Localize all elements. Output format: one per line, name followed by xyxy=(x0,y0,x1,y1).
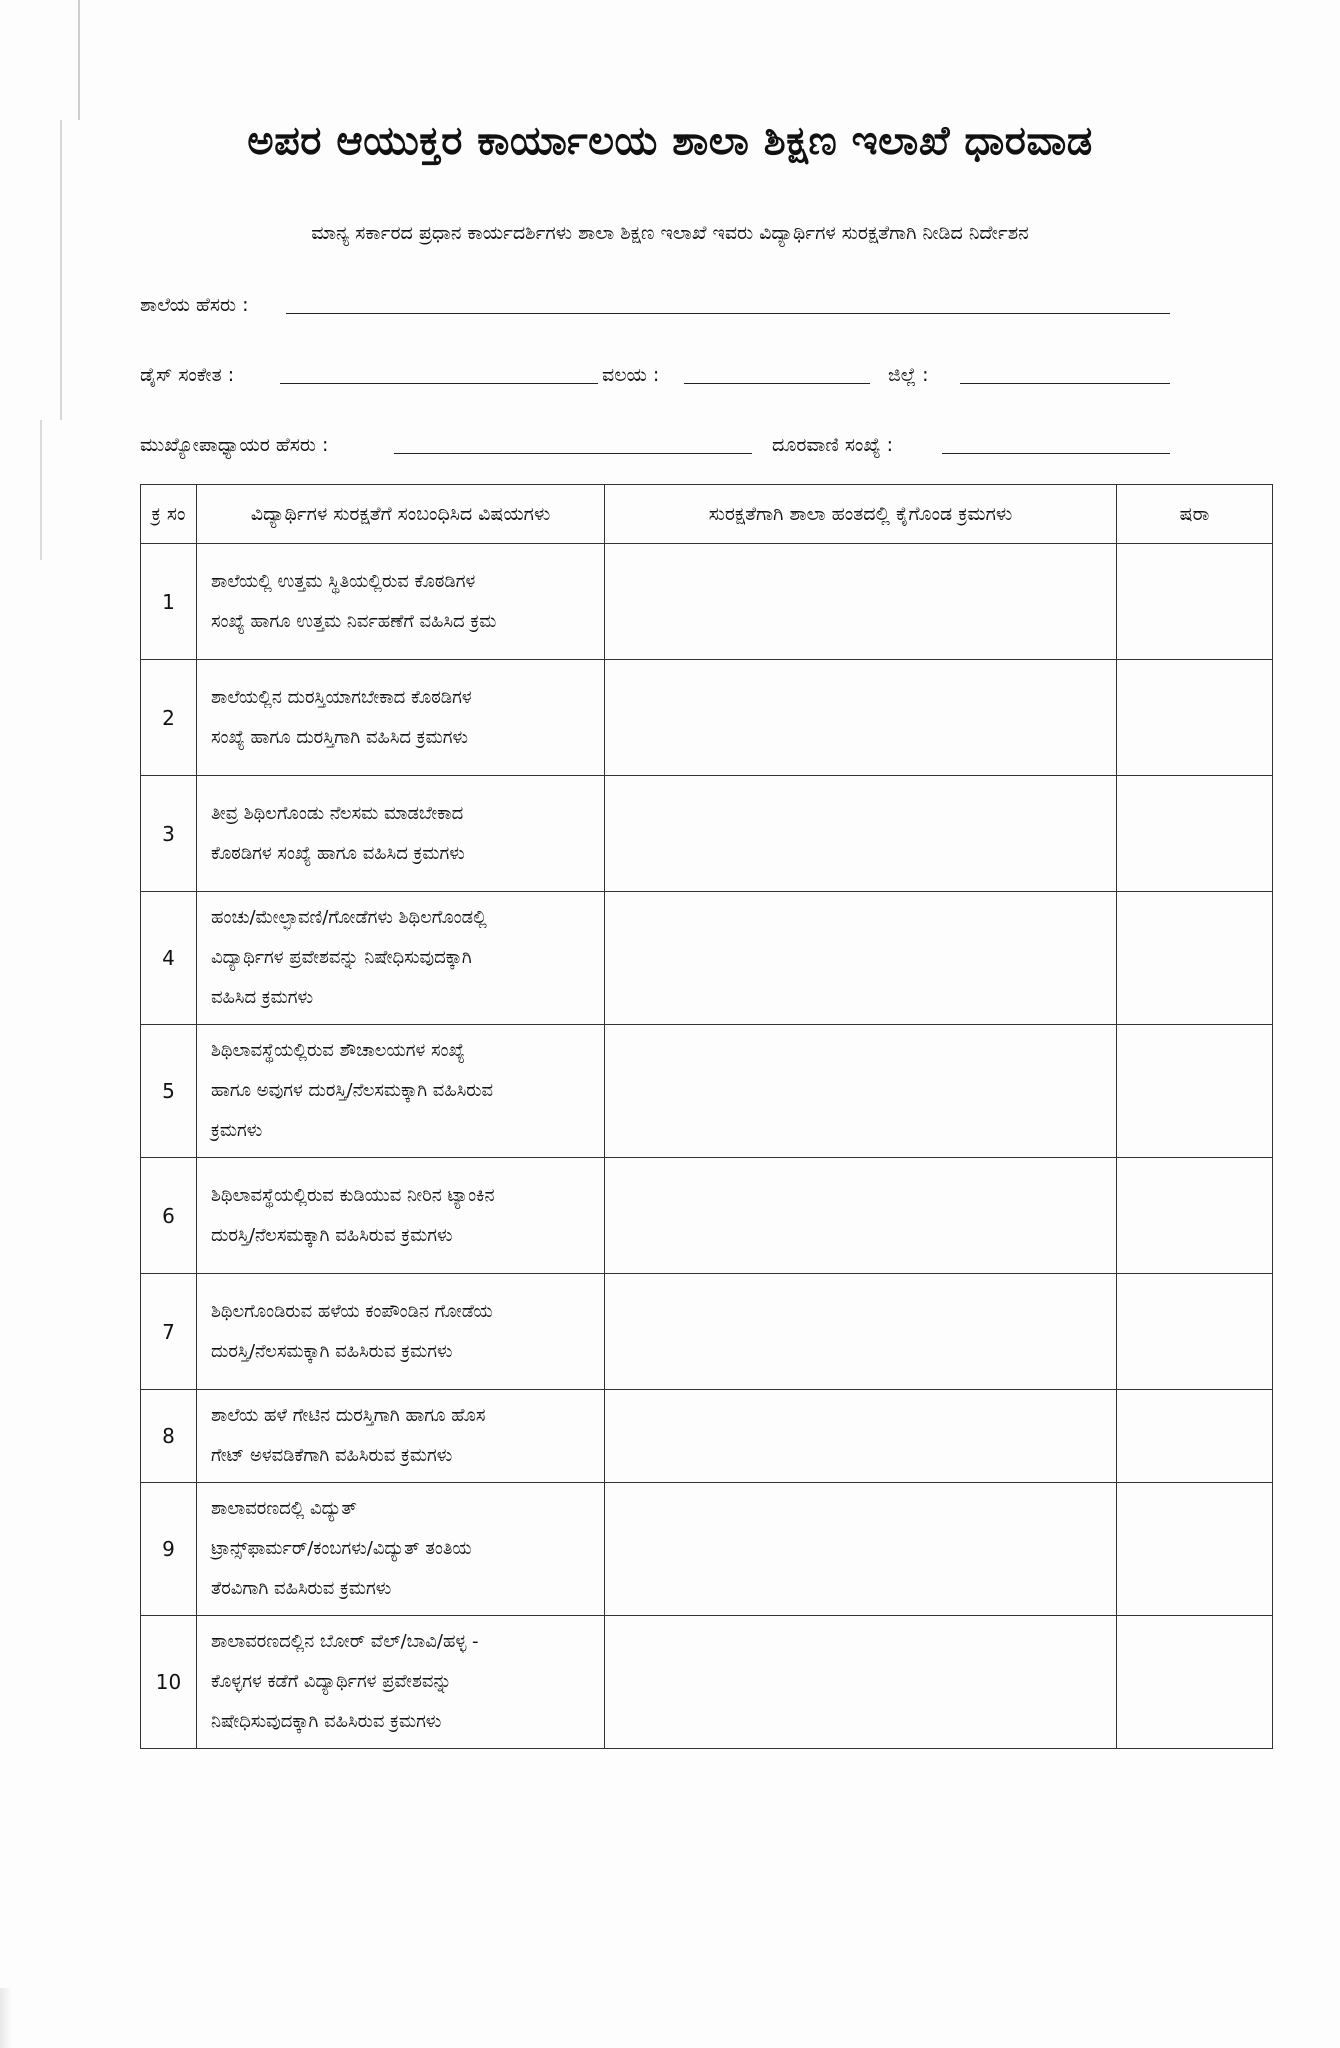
row-topic-line: ಟ್ರಾನ್ಸ್‌ಫಾರ್ಮರ್/ಕಂಬಗಳು/ವಿದ್ಯುತ್ ತಂತಿಯ xyxy=(211,1538,472,1559)
safety-measures-table xyxy=(140,484,1273,1749)
school-name-row xyxy=(140,288,1170,320)
row-topic-line: ಶಾಲಾವರಣದಲ್ಲಿ ವಿದ್ಯುತ್ xyxy=(211,1498,357,1519)
row-remarks-cell[interactable] xyxy=(1117,1483,1273,1616)
row-topic-line: ತೆರವಿಗಾಗಿ ವಹಿಸಿರುವ ಕ್ರಮಗಳು xyxy=(211,1578,392,1599)
document-title: ಅಪರ ಆಯುಕ್ತರ ಕಾರ್ಯಾಲಯ ಶಾಲಾ ಶಿಕ್ಷಣ ಇಲಾಖೆ ಧಾರವಾಡ xyxy=(247,118,1093,164)
row-number: 9 xyxy=(141,1483,197,1616)
row-action-cell[interactable] xyxy=(605,1025,1117,1158)
row-topic-line: ವಹಿಸಿದ ಕ್ರಮಗಳು xyxy=(211,987,314,1008)
row-remarks-cell[interactable] xyxy=(1117,1025,1273,1158)
headmaster-name-label: ಮುಖ್ಯೋಪಾಧ್ಯಾಯರ ಹೆಸರು : xyxy=(140,434,329,456)
row-topic xyxy=(197,892,605,1025)
row-topic xyxy=(197,1025,605,1158)
row-topic xyxy=(197,1158,605,1274)
action-header: ಸುರಕ್ಷತೆಗಾಗಿ ಶಾಲಾ ಹಂತದಲ್ಲಿ ಕೈಗೊಂಡ ಕ್ರಮಗಳು xyxy=(605,485,1117,544)
row-topic-line: ಶಿಥಿಲಗೊಂಡಿರುವ ಹಳೆಯ ಕಂಪೌಂಡಿನ ಗೋಡೆಯ xyxy=(211,1300,493,1322)
row-remarks-cell[interactable] xyxy=(1117,892,1273,1025)
row-topic-line: ಶಾಲೆಯ ಹಳೆ ಗೇಟಿನ ದುರಸ್ತಿಗಾಗಿ ಹಾಗೂ ಹೊಸ xyxy=(211,1405,486,1426)
table-row xyxy=(141,776,1273,892)
row-topic-line: ಸಂಖ್ಯೆ ಹಾಗೂ ದುರಸ್ತಿಗಾಗಿ ವಹಿಸಿದ ಕ್ರಮಗಳು xyxy=(211,726,468,748)
row-topic-line: ಕೊಠಡಿಗಳ ಸಂಖ್ಯೆ ಹಾಗೂ ವಹಿಸಿದ ಕ್ರಮಗಳು xyxy=(211,842,465,864)
zone-field[interactable] xyxy=(684,383,870,384)
table-row xyxy=(141,544,1273,660)
row-number: 4 xyxy=(141,892,197,1025)
row-remarks-cell[interactable] xyxy=(1117,1158,1273,1274)
scan-edge-line xyxy=(60,120,62,420)
row-topic-line: ದುರಸ್ತಿ/ನೆಲಸಮಕ್ಕಾಗಿ ವಹಿಸಿರುವ ಕ್ರಮಗಳು xyxy=(211,1340,453,1362)
row-remarks-cell[interactable] xyxy=(1117,776,1273,892)
row-topic-line: ಶಿಥಿಲಾವಸ್ಥೆಯಲ್ಲಿರುವ ಶೌಚಾಲಯಗಳ ಸಂಖ್ಯೆ xyxy=(211,1040,465,1061)
school-name-field[interactable] xyxy=(286,313,1170,314)
table-row xyxy=(141,1390,1273,1483)
zone-label: ವಲಯ : xyxy=(602,364,660,386)
serial-header: ಕ್ರ ಸಂ xyxy=(141,485,197,544)
school-name-label: ಶಾಲೆಯ ಹೆಸರು : xyxy=(140,294,249,316)
table-header-row xyxy=(141,485,1273,544)
row-number: 10 xyxy=(141,1616,197,1749)
row-remarks-cell[interactable] xyxy=(1117,544,1273,660)
headmaster-phone-row xyxy=(140,428,1170,460)
row-topic-line: ಶಾಲೆಯಲ್ಲಿ ಉತ್ತಮ ಸ್ಥಿತಿಯಲ್ಲಿರುವ ಕೊಠಡಿಗಳ xyxy=(211,570,476,592)
phone-label: ದೂರವಾಣಿ ಸಂಖ್ಯೆ : xyxy=(772,434,894,456)
row-topic xyxy=(197,1390,605,1483)
row-remarks-cell[interactable] xyxy=(1117,1616,1273,1749)
district-field[interactable] xyxy=(960,383,1170,384)
row-topic-line: ದುರಸ್ತಿ/ನೆಲಸಮಕ್ಕಾಗಿ ವಹಿಸಿರುವ ಕ್ರಮಗಳು xyxy=(211,1224,453,1246)
row-number: 5 xyxy=(141,1025,197,1158)
row-number: 2 xyxy=(141,660,197,776)
row-topic xyxy=(197,660,605,776)
document-subtitle: ಮಾನ್ಯ ಸರ್ಕಾರದ ಪ್ರಧಾನ ಕಾರ್ಯದರ್ಶಿಗಳು ಶಾಲಾ ಶಿಕ್ಷಣ ಇಲಾಖೆ ಇವರು ವಿದ್ಯಾರ್ಥಿಗಳ ಸುರಕ್ಷತೆಗಾಗಿ ನೀಡಿದ ನಿರ್ದೇಶನ xyxy=(311,222,1029,244)
dise-code-field[interactable] xyxy=(280,383,598,384)
phone-field[interactable] xyxy=(942,453,1170,454)
row-topic xyxy=(197,544,605,660)
row-action-cell[interactable] xyxy=(605,660,1117,776)
row-action-cell[interactable] xyxy=(605,776,1117,892)
row-topic-line: ಹಾಗೂ ಅವುಗಳ ದುರಸ್ತಿ/ನೆಲಸಮಕ್ಕಾಗಿ ವಹಿಸಿರುವ xyxy=(211,1080,494,1101)
row-topic xyxy=(197,1483,605,1616)
scan-edge-line xyxy=(78,0,80,120)
headmaster-name-field[interactable] xyxy=(394,453,752,454)
table-row xyxy=(141,1483,1273,1616)
row-number: 7 xyxy=(141,1274,197,1390)
row-topic-line: ಸಂಖ್ಯೆ ಹಾಗೂ ಉತ್ತಮ ನಿರ್ವಹಣೆಗೆ ವಹಿಸಿದ ಕ್ರಮ xyxy=(211,610,497,632)
row-topic xyxy=(197,1616,605,1749)
table-row xyxy=(141,1616,1273,1749)
row-topic-line: ಕೊಳ್ಳಗಳ ಕಡೆಗೆ ವಿದ್ಯಾರ್ಥಿಗಳ ಪ್ರವೇಶವನ್ನು xyxy=(211,1671,452,1692)
row-number: 6 xyxy=(141,1158,197,1274)
row-topic-line: ಶಿಥಿಲಾವಸ್ಥೆಯಲ್ಲಿರುವ ಕುಡಿಯುವ ನೀರಿನ ಟ್ಯಾಂಕಿನ xyxy=(211,1184,495,1206)
topic-header: ವಿದ್ಯಾರ್ಥಿಗಳ ಸುರಕ್ಷತೆಗೆ ಸಂಬಂಧಿಸಿದ ವಿಷಯಗಳು xyxy=(197,485,605,544)
row-number: 1 xyxy=(141,544,197,660)
table-row xyxy=(141,660,1273,776)
table-body xyxy=(141,544,1273,1749)
table-row xyxy=(141,1274,1273,1390)
row-topic xyxy=(197,1274,605,1390)
dise-zone-district-row xyxy=(140,358,1170,390)
row-remarks-cell[interactable] xyxy=(1117,1274,1273,1390)
row-topic-line: ನಿಷೇಧಿಸುವುದಕ್ಕಾಗಿ ವಹಿಸಿರುವ ಕ್ರಮಗಳು xyxy=(211,1711,442,1732)
row-topic xyxy=(197,776,605,892)
row-action-cell[interactable] xyxy=(605,892,1117,1025)
row-action-cell[interactable] xyxy=(605,544,1117,660)
row-topic-line: ತೀವ್ರ ಶಿಥಿಲಗೊಂಡು ನೆಲಸಮ ಮಾಡಬೇಕಾದ xyxy=(211,802,464,824)
table-row xyxy=(141,892,1273,1025)
row-number: 3 xyxy=(141,776,197,892)
row-action-cell[interactable] xyxy=(605,1274,1117,1390)
remarks-header: ಷರಾ xyxy=(1117,485,1273,544)
scan-edge-line xyxy=(40,420,42,560)
row-number: 8 xyxy=(141,1390,197,1483)
dise-code-label: ಡೈಸ್ ಸಂಕೇತ : xyxy=(140,364,235,386)
row-topic-line: ಗೇಟ್ ಅಳವಡಿಕೆಗಾಗಿ ವಹಿಸಿರುವ ಕ್ರಮಗಳು xyxy=(211,1445,453,1466)
row-remarks-cell[interactable] xyxy=(1117,660,1273,776)
row-topic-line: ಹಂಚು/ಮೇಲ್ಛಾವಣಿ/ಗೋಡೆಗಳು ಶಿಥಿಲಗೊಂಡಲ್ಲಿ xyxy=(211,907,487,928)
table-row xyxy=(141,1025,1273,1158)
row-action-cell[interactable] xyxy=(605,1158,1117,1274)
row-topic-line: ವಿದ್ಯಾರ್ಥಿಗಳ ಪ್ರವೇಶವನ್ನು ನಿಷೇಧಿಸುವುದಕ್ಕಾಗಿ xyxy=(211,947,472,968)
row-remarks-cell[interactable] xyxy=(1117,1390,1273,1483)
row-action-cell[interactable] xyxy=(605,1483,1117,1616)
table-row xyxy=(141,1158,1273,1274)
row-action-cell[interactable] xyxy=(605,1390,1117,1483)
row-topic-line: ಶಾಲಾವರಣದಲ್ಲಿನ ಬೋರ್ ವೆಲ್/ಬಾವಿ/ಹಳ್ಳ - xyxy=(211,1631,479,1652)
row-topic-line: ಕ್ರಮಗಳು xyxy=(211,1120,263,1141)
row-action-cell[interactable] xyxy=(605,1616,1117,1749)
district-label: ಜಿಲ್ಲೆ : xyxy=(888,364,929,386)
scan-corner-shadow xyxy=(0,1988,12,2048)
row-topic-line: ಶಾಲೆಯಲ್ಲಿನ ದುರಸ್ತಿಯಾಗಬೇಕಾದ ಕೊಠಡಿಗಳ xyxy=(211,686,472,708)
